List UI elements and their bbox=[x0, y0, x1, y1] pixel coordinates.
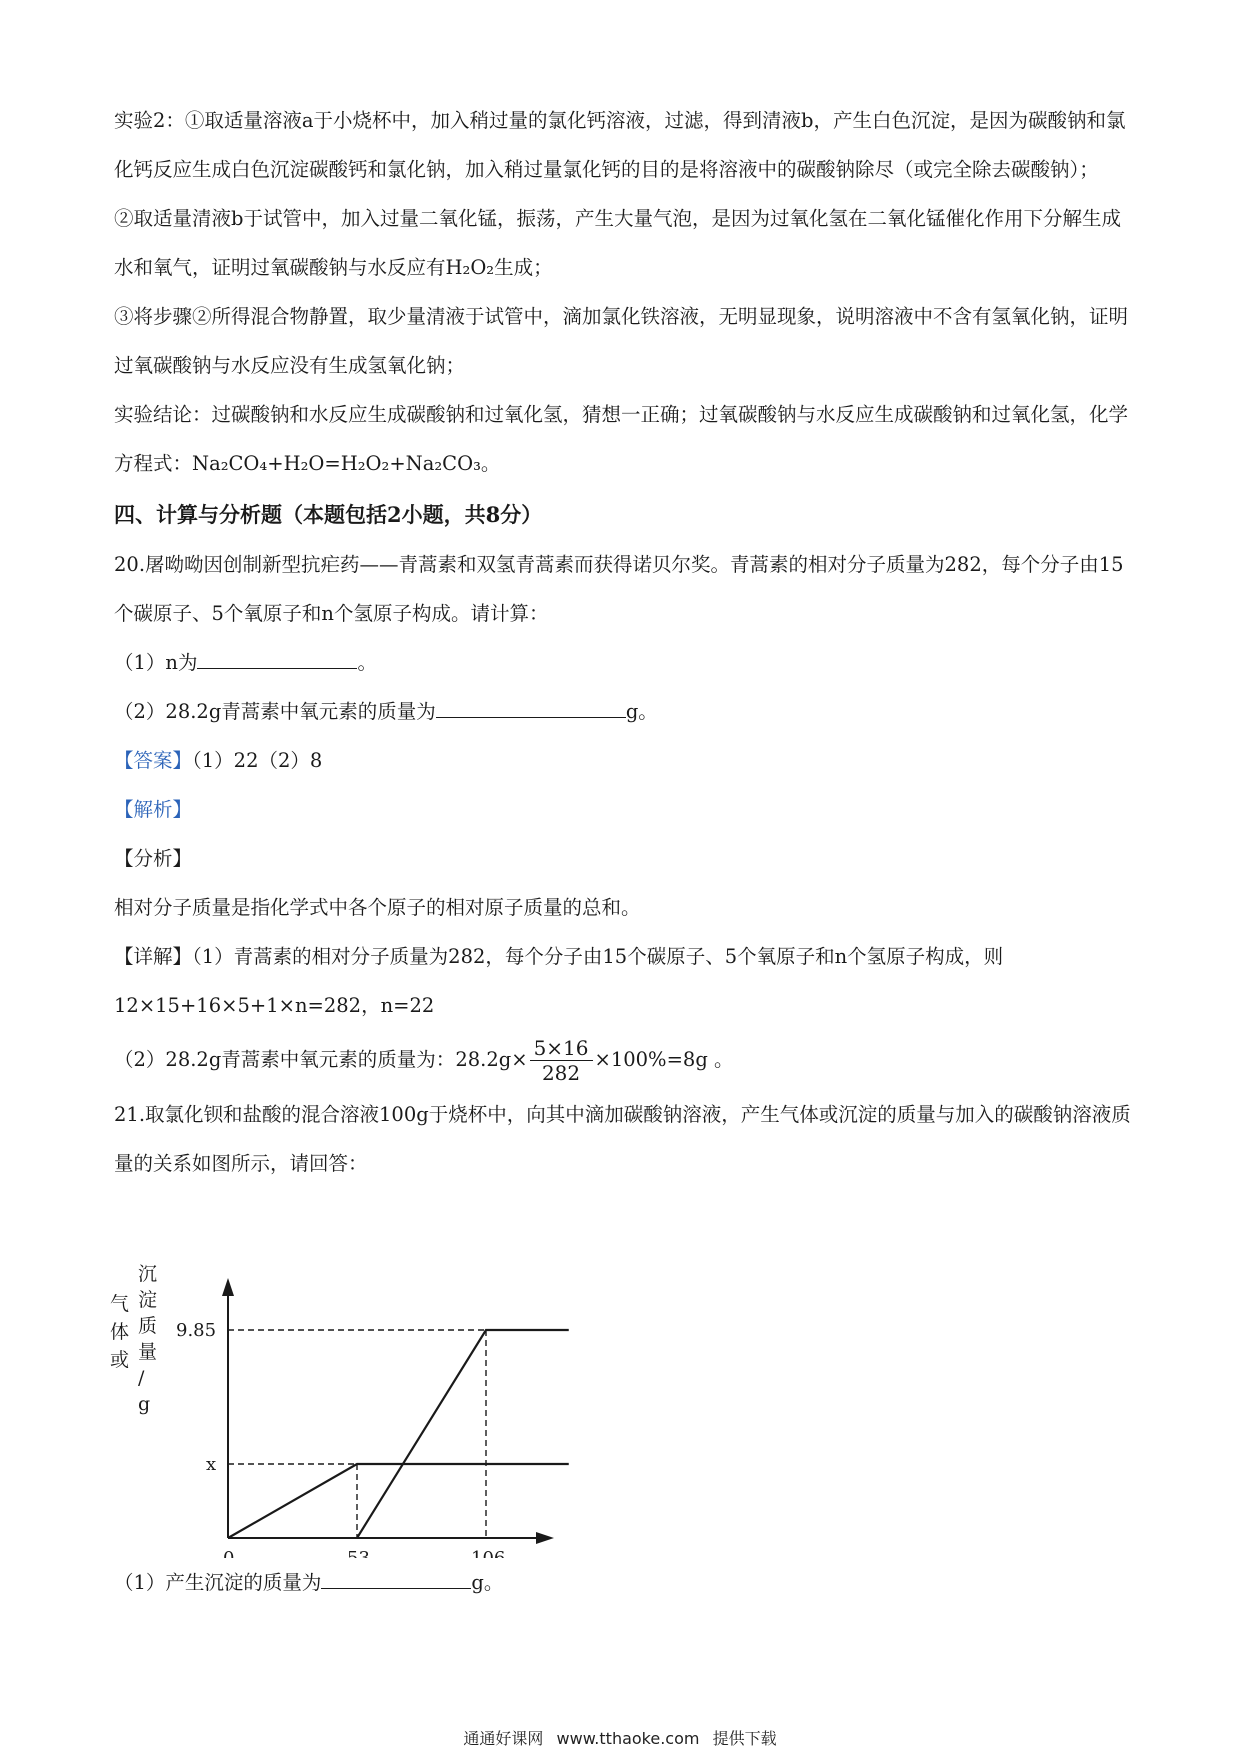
footer-note: 提供下载 bbox=[712, 1729, 777, 1748]
q21-part1-suffix: g。 bbox=[471, 1571, 504, 1594]
fenxi-text: 相对分子质量是指化学式中各个原子的相对原子质量的总和。 bbox=[114, 896, 641, 919]
detail-text: （1）青蒿素的相对分子质量为282，每个分子由15个碳原子、5个氧原子和n个氢原子构成，则 bbox=[192, 945, 1004, 968]
y-label-right: 沉淀质量/ g bbox=[138, 1263, 158, 1415]
calc-prefix: （2）28.2g青蒿素中氧元素的质量为： bbox=[114, 1048, 456, 1071]
q21-part1-prefix: （1）产生沉淀的质量为 bbox=[114, 1571, 322, 1594]
chart-marks bbox=[176, 1320, 569, 1558]
detail-line bbox=[114, 932, 1134, 981]
x-tick-label-106 bbox=[471, 1548, 505, 1558]
question-20-part1 bbox=[114, 638, 1134, 687]
footer-url[interactable]: www.tthaoke.com bbox=[556, 1729, 700, 1748]
calc-lead: 28.2g× bbox=[455, 1048, 528, 1071]
page-footer bbox=[0, 1726, 1240, 1749]
paragraph-experiment2-step1: 实验2：①取适量溶液a于小烧杯中，加入稍过量的氯化钙溶液，过滤，得到清液b，产生白色沉淀，是因为碳酸钠和氯化钙反应生成白色沉淀碳酸钙和氯化钠，加入稍过量氯化钙的目的是将溶液中的碳酸钠除尽（或完全除去碳酸钠）； bbox=[114, 109, 1126, 181]
q20-part2-suffix: g。 bbox=[625, 700, 658, 723]
equation-line: 12×15+16×5+1×n=282，n=22 bbox=[114, 994, 435, 1017]
q20-part2-prefix: （2）28.2g青蒿素中氧元素的质量为 bbox=[114, 700, 436, 723]
question-20-part2 bbox=[114, 687, 1134, 736]
q20-part1-suffix: 。 bbox=[357, 651, 377, 674]
answer-line bbox=[114, 736, 1134, 785]
analysis-line bbox=[114, 785, 1134, 834]
answer-text: （1）22（2）8 bbox=[192, 749, 323, 772]
paragraph-conclusion: 实验结论：过碳酸钠和水反应生成碳酸钠和过氧化氢，猜想一正确；过氧碳酸钠与水反应生成碳酸钠和过氧化氢，化学方程式：Na₂CO₄+H₂O=H₂O₂+Na₂CO₃。 bbox=[114, 403, 1129, 475]
series-line-2 bbox=[357, 1330, 569, 1538]
q20-part1-prefix: （1）n为 bbox=[114, 651, 198, 674]
x-tick-label-53 bbox=[347, 1548, 370, 1558]
question-21-stem: 21.取氯化钡和盐酸的混合溶液100g于烧杯中，向其中滴加碳酸钠溶液，产生气体或沉淀的质量与加入的碳酸钠溶液质量的关系如图所示，请回答： bbox=[114, 1103, 1131, 1175]
document-body bbox=[114, 96, 1134, 1188]
fenxi-tag-line: 【分析】 bbox=[114, 847, 193, 870]
question-21-part1-wrap bbox=[114, 1558, 1134, 1607]
question-20-stem: 20.屠呦呦因创制新型抗疟药——青蒿素和双氢青蒿素而获得诺贝尔奖。青蒿素的相对分子质量为282，每个分子由15个碳原子、5个氧原子和n个氢原子构成。请计算： bbox=[114, 553, 1124, 625]
y-label-left: 气体或 bbox=[110, 1293, 130, 1371]
x-tick-label-0 bbox=[223, 1548, 234, 1558]
mass-relationship-chart bbox=[110, 1258, 570, 1558]
paragraph-experiment2-step2: ②取适量清液b于试管中，加入过量二氧化锰，振荡，产生大量气泡，是因为过氧化氢在二氧化锰催化作用下分解生成水和氧气，证明过氧碳酸钠与水反应有H₂O₂生成； bbox=[114, 207, 1121, 279]
calc-tail: ×100%=8g 。 bbox=[594, 1048, 734, 1071]
q20-answer-blank-1 bbox=[197, 650, 357, 669]
calculation-line bbox=[114, 1030, 1134, 1090]
paragraph-experiment2-step3: ③将步骤②所得混合物静置，取少量清液于试管中，滴加氯化铁溶液，无明显现象，说明溶液中不含有氢氧化钠，证明过氧碳酸钠与水反应没有生成氢氧化钠； bbox=[114, 305, 1129, 377]
y-tick-label-x: x bbox=[206, 1454, 217, 1475]
footer-site: 通通好课网 bbox=[463, 1729, 544, 1748]
q20-answer-blank-2 bbox=[436, 699, 626, 718]
fraction-denominator: 282 bbox=[541, 1061, 581, 1085]
section-heading: 四、计算与分析题（本题包括2小题，共8分） bbox=[114, 502, 543, 527]
detail-tag: 【详解】 bbox=[114, 945, 193, 968]
y-axis-arrow bbox=[222, 1278, 234, 1296]
fraction-numerator: 5×16 bbox=[530, 1036, 593, 1061]
fraction bbox=[530, 1036, 593, 1085]
series-line-1 bbox=[228, 1464, 569, 1538]
y-tick-label-max: 9.85 bbox=[176, 1320, 217, 1341]
x-axis-arrow bbox=[536, 1532, 554, 1544]
analysis-tag: 【解析】 bbox=[114, 798, 193, 821]
answer-tag: 【答案】 bbox=[114, 749, 193, 772]
q21-answer-blank bbox=[321, 1570, 471, 1589]
question-21-part1 bbox=[114, 1558, 1134, 1607]
